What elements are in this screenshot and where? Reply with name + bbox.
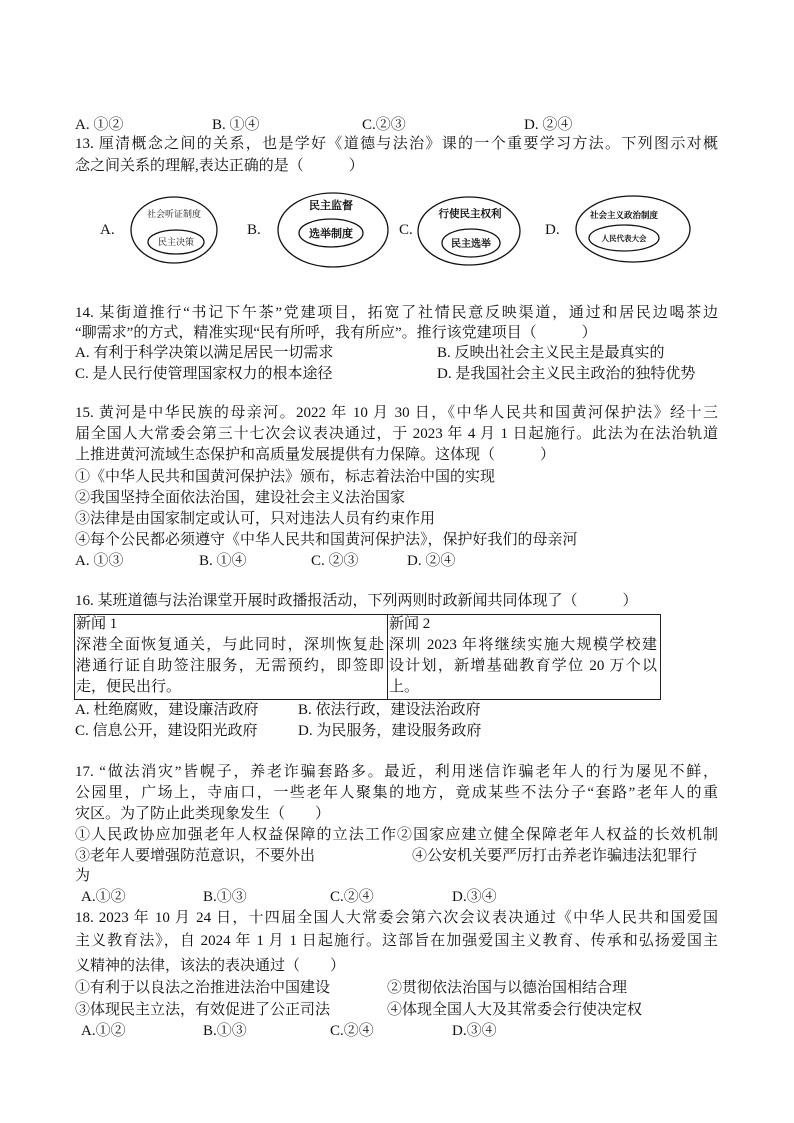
q16-stem: 16. 某班道德与法治课堂开展时政播报活动，下列两则时政新闻共同体现了（ ） [75, 593, 638, 609]
q17-option-a: A.①② [81, 889, 126, 905]
q12-option-a: A. ①② [75, 117, 124, 133]
q18-statements-row-1 [0, 979, 794, 997]
q17-statement-4: ④公安机关要严厉打击养老诈骗违法犯罪行 [412, 848, 698, 864]
q14-stem-line-1: 14. 某街道推行“书记下午茶”党建项目，拓宽了社情民意反映渠道，通过和居民边喝茶边 [75, 305, 718, 321]
q16-news-1-title: 新闻 1 [76, 616, 118, 632]
q16-news-1 [76, 614, 384, 698]
q14-option-c: C. 是人民行使管理国家权力的根本途径 [75, 366, 333, 382]
q18-option-b: B.①③ [203, 1023, 247, 1039]
q13-c-inner-label: 民主选举 [451, 239, 491, 250]
q13-b-inner-label: 选举制度 [309, 228, 353, 240]
q15-option-c: C. ②③ [311, 553, 359, 569]
q18-stem-line-3: 义精神的法律，该法的表决通过（ ） [75, 958, 346, 974]
q14-stem-line-2: “聊需求”的方式，精准实现“民有所呼，我有所应”。推行该党建项目（ ） [75, 325, 597, 341]
q16-news-2-title: 新闻 2 [389, 616, 431, 632]
q13-a-outer-label: 社会听证制度 [146, 209, 202, 219]
q15-statement-2: ②我国坚持全面依法治国，建设社会主义法治国家 [75, 490, 406, 506]
q15-stem-line-2: 届全国人大常委会第三十七次会议表决通过，于 2023 年 4 月 1 日起施行。此法为在法治轨道 [75, 426, 718, 442]
q14-options-row-1 [0, 344, 794, 362]
q16-option-d: D. 为民服务，建设服务政府 [298, 723, 482, 739]
q12-option-d: D. ②④ [524, 117, 573, 133]
q13-d-outer-ellipse [576, 196, 690, 262]
q18-option-c: C.②④ [330, 1023, 374, 1039]
q16-option-a: A. 杜绝腐败，建设廉洁政府 [75, 702, 259, 718]
q17-stem-line-2: 公园里，广场上，寺庙口，一些老年人聚集的地方，竟成某些不法分子“套路”老年人的重 [75, 785, 718, 801]
q16-option-b: B. 依法行政，建设法治政府 [298, 702, 481, 718]
q13-option-b-label: B. [247, 222, 261, 238]
q16-news-2-line-2: 设计划，新增基础教育学位 20 万个以 [389, 658, 657, 674]
q18-statement-4: ④体现全国人大及其常委会行使决定权 [387, 1002, 643, 1018]
q17-options [0, 888, 794, 906]
q17-stem-line-3: 灾区。为了防止此类现象发生（ ） [75, 806, 331, 822]
q15-options [0, 552, 794, 570]
q13-c-outer-label: 行使民主权利 [438, 209, 502, 220]
q13-a-inner-label: 民主决策 [157, 237, 195, 247]
q18-stem-line-2: 主义教育法》，自 2024 年 1 月 1 日起施行。这部旨在加强爱国主义教育、传承和弘扬爱国主 [75, 933, 718, 949]
q13-stem-line-1: 13. 厘清概念之间的关系，也是学好《道德与法治》课的一个重要学习方法。下列图示对概 [75, 136, 718, 152]
q16-news-2-line-3: 上。 [389, 679, 420, 695]
q17-option-d: D.③④ [452, 889, 497, 905]
q17-statement-3: ③老年人要增强防范意识，不要外出 [75, 848, 316, 864]
q17-option-b: B.①③ [203, 889, 247, 905]
q16-options-row-1 [0, 701, 794, 719]
q13-d-inner-label: 人民代表大会 [601, 234, 647, 243]
q13-option-c-label: C. [399, 222, 413, 238]
q16-news-divider [387, 614, 388, 700]
q13-b-outer-label: 民主监督 [309, 200, 353, 212]
q17-statements-1-2: ①人民政协应加强老年人权益保障的立法工作②国家应建立健全保障老年人权益的长效机制 [75, 827, 718, 843]
q18-statement-1: ①有利于以良法之治推进法治中国建设 [75, 980, 331, 996]
q13-option-a-label: A. [100, 222, 115, 238]
q16-option-c: C. 信息公开，建设阳光政府 [75, 723, 258, 739]
q13-d-outer-label: 社会主义政治制度 [589, 210, 659, 220]
q14-option-a: A. 有利于科学决策以满足居民一切需求 [75, 345, 334, 361]
q15-stem-line-1: 15. 黄河是中华民族的母亲河。2022 年 10 月 30 日，《中华人民共和国黄河保护法》经十三 [75, 405, 718, 421]
q17-option-c: C.②④ [330, 889, 374, 905]
q14-options-row-2 [0, 365, 794, 383]
q15-statement-3: ③法律是由国家制定或认可，只对违法人员有约束作用 [75, 511, 436, 527]
q12-option-b: B. ①④ [212, 117, 260, 133]
q16-news-1-line-3: 走，便民出行。 [76, 679, 182, 695]
q15-option-a: A. ①③ [75, 553, 124, 569]
q14-option-d: D. 是我国社会主义民主政治的独特优势 [437, 366, 696, 382]
q16-news-2 [389, 614, 657, 698]
q12-option-c: C.②③ [362, 117, 406, 133]
q18-statements-row-2 [0, 1001, 794, 1019]
q13-option-d-label: D. [545, 222, 560, 238]
q15-option-d: D. ②④ [407, 553, 456, 569]
q16-options-row-2 [0, 722, 794, 740]
q12-options [0, 116, 794, 134]
q14-option-b: B. 反映出社会主义民主是最真实的 [437, 345, 665, 361]
q17-statements-3-4 [0, 847, 794, 865]
q16-news-1-line-1: 深港全面恢复通关，与此同时，深圳恢复赴 [76, 637, 384, 653]
q18-statement-3: ③体现民主立法，有效促进了公正司法 [75, 1002, 331, 1018]
q15-option-b: B. ①④ [199, 553, 247, 569]
q15-statement-1: ①《中华人民共和国黄河保护法》颁布，标志着法治中国的实现 [75, 469, 496, 485]
q18-stem-line-1: 18. 2023 年 10 月 24 日，十四届全国人大常委会第六次会议表决通过《中华人民共和国爱国 [75, 910, 718, 926]
q16-news-2-line-1: 深圳 2023 年将继续实施大规模学校建 [389, 637, 657, 653]
q17-stem-line-1: 17. “做法消灾”皆幌子，养老诈骗套路多。最近，利用迷信诈骗老年人的行为屡见不鲜， [75, 764, 718, 780]
q15-stem-line-3: 上推进黄河流域生态保护和高质量发展提供有力保障。这体现（ ） [75, 447, 556, 463]
q13-concept-diagrams [0, 180, 794, 280]
q18-options [0, 1022, 794, 1040]
q18-statement-2: ②贯彻依法治国与以德治国相结合理 [387, 980, 628, 996]
q13-stem-line-2: 念之间关系的理解,表达正确的是（ ） [75, 158, 364, 174]
q18-option-a: A.①② [81, 1023, 126, 1039]
q18-option-d: D.③④ [452, 1023, 497, 1039]
q13-c-outer-ellipse [418, 197, 520, 265]
q15-statement-4: ④每个公民都必须遵守《中华人民共和国黄河保护法》，保护好我们的母亲河 [75, 532, 578, 548]
q17-statement-4-continued: 为 [75, 868, 91, 884]
q16-news-1-line-2: 港通行证自助签注服务，无需预约，即签即 [76, 658, 384, 674]
